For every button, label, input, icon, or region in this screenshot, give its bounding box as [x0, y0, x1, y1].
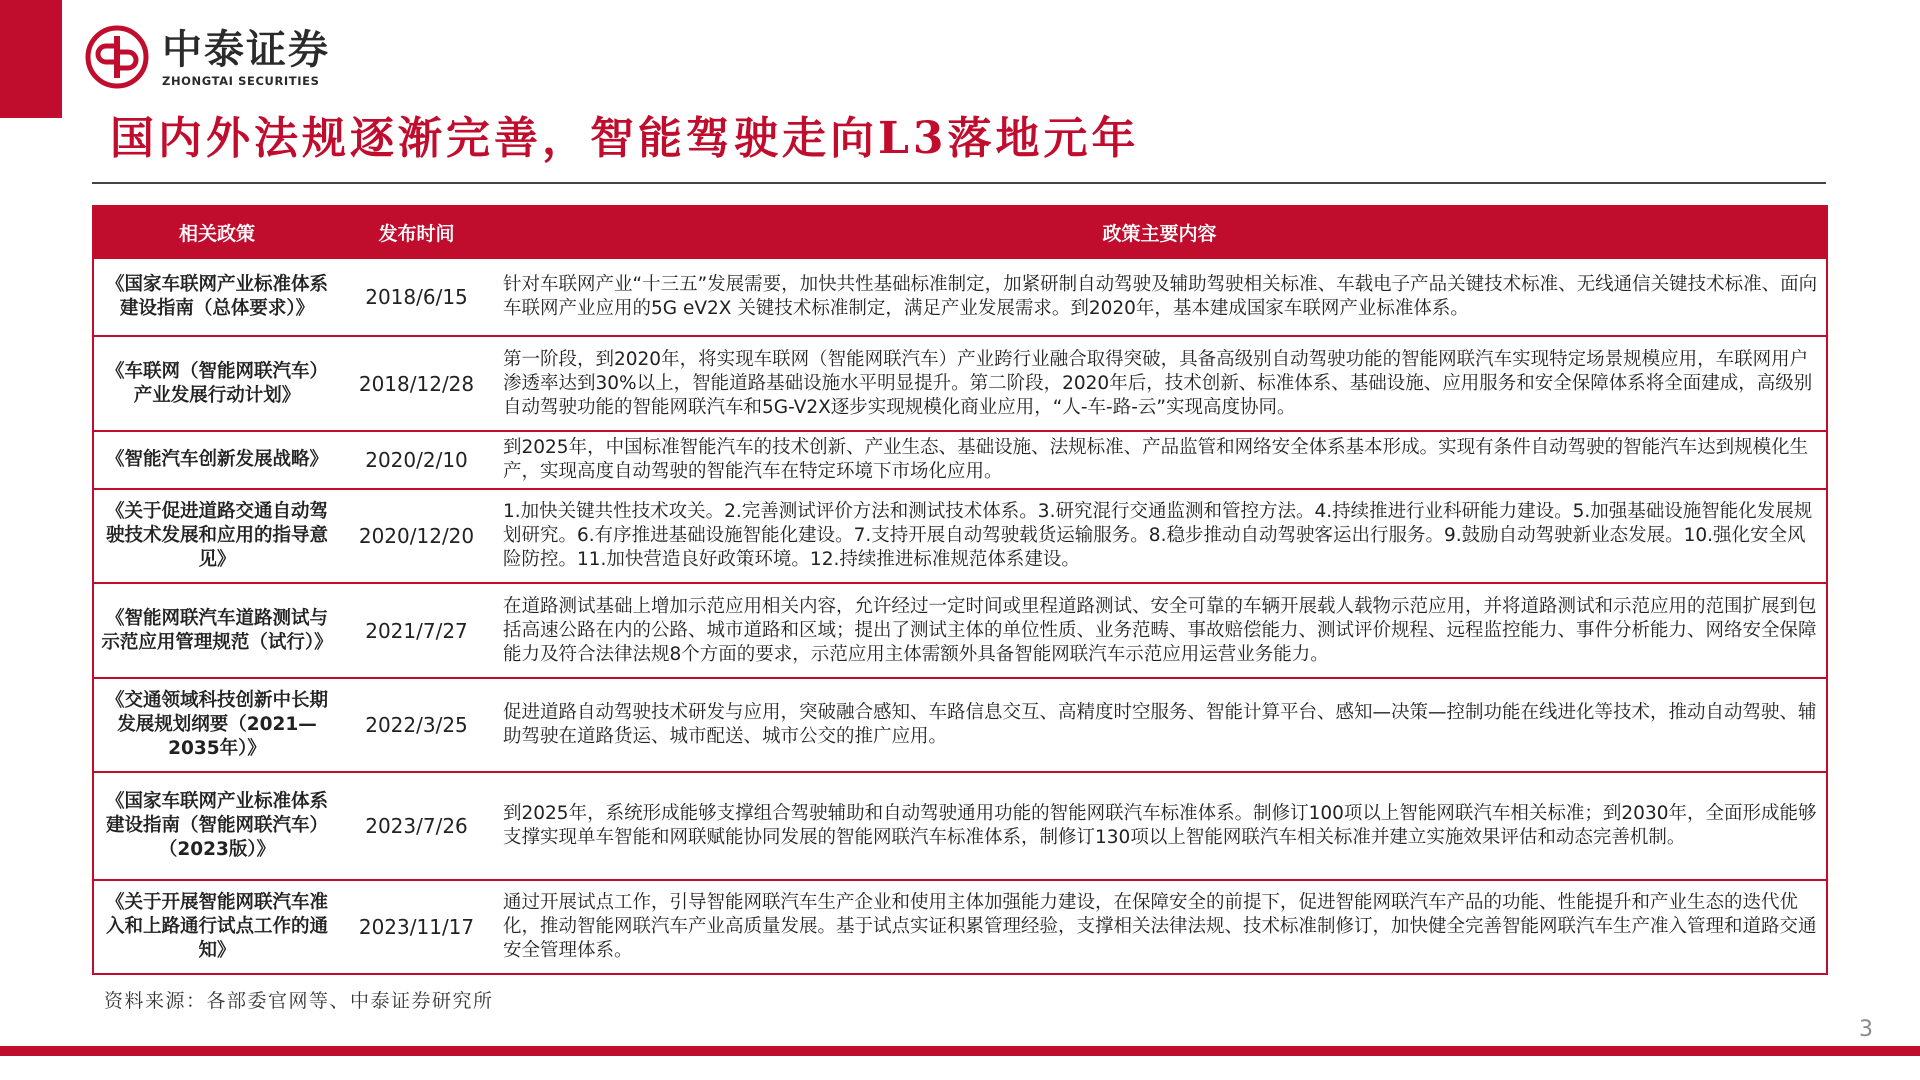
policy-name: 《智能网联汽车道路测试与示范应用管理规范（试行）》 — [93, 583, 340, 678]
release-date: 2020/12/20 — [340, 489, 493, 583]
header-policy: 相关政策 — [93, 206, 340, 258]
release-date: 2018/12/28 — [340, 336, 493, 431]
table-header-row — [93, 206, 1827, 258]
policy-name: 《车联网（智能网联汽车）产业发展行动计划》 — [93, 336, 340, 431]
zhongtai-logo-icon — [84, 24, 150, 90]
policy-content: 促进道路自动驾驶技术研发与应用，突破融合感知、车路信息交互、高精度时空服务、智能计算平台、感知—决策—控制功能在线进化等技术，推动自动驾驶、辅助驾驶在道路货运、城市配送、城市公交的推广应用。 — [493, 678, 1827, 772]
company-logo — [84, 24, 330, 90]
policy-content: 在道路测试基础上增加示范应用相关内容，允许经过一定时间或里程道路测试、安全可靠的车辆开展载人载物示范应用，并将道路测试和示范应用的范围扩展到包括高速公路在内的公路、城市道路和区域；提出了测试主体的单位性质、业务范畴、事故赔偿能力、测试评价规程、远程监控能力、事件分析能力、网络安全保障能力及符合法律法规8个方面的要求，示范应用主体需额外具备智能网联汽车示范应用运营业务能力。 — [493, 583, 1827, 678]
page-title: 国内外法规逐渐完善，智能驾驶走向L3落地元年 — [110, 113, 1140, 164]
table-row — [93, 489, 1827, 583]
policy-name: 《关于开展智能网联汽车准入和上路通行试点工作的通知》 — [93, 880, 340, 974]
policy-content: 1.加快关键共性技术攻关。2.完善测试评价方法和测试技术体系。3.研究混行交通监测和管控方法。4.持续推进行业科研能力建设。5.加强基础设施智能化发展规划研究。6.有序推进基础设施智能化建设。7.支持开展自动驾驶载货运输服务。8.稳步推动自动驾驶客运出行服务。9.鼓励自动驾驶新业态发展。10.强化安全风险防控。11.加快营造良好政策环境。12.持续推进标准规范体系建设。 — [493, 489, 1827, 583]
logo-name-cn: 中泰证券 — [162, 26, 330, 73]
release-date: 2023/11/17 — [340, 880, 493, 974]
policy-name: 《国家车联网产业标准体系建设指南（智能网联汽车）（2023版）》 — [93, 772, 340, 880]
table-row — [93, 678, 1827, 772]
table-row — [93, 772, 1827, 880]
table-row — [93, 258, 1827, 336]
policy-name: 《智能汽车创新发展战略》 — [93, 431, 340, 489]
release-date: 2021/7/27 — [340, 583, 493, 678]
corner-accent-bar — [0, 0, 62, 118]
logo-name-en: ZHONGTAI SECURITIES — [162, 73, 320, 88]
table-row — [93, 336, 1827, 431]
release-date: 2020/2/10 — [340, 431, 493, 489]
release-date: 2018/6/15 — [340, 258, 493, 336]
table-row — [93, 431, 1827, 489]
policy-name: 《交通领域科技创新中长期发展规划纲要（2021—2035年）》 — [93, 678, 340, 772]
policy-content: 针对车联网产业“十三五”发展需要，加快共性基础标准制定，加紧研制自动驾驶及辅助驾驶相关标准、车载电子产品关键技术标准、无线通信关键技术标准、面向车联网产业应用的5G eV2X 关键技术标准制定，满足产业发展需求。到2020年，基本建成国家车联网产业标准体系。 — [493, 258, 1827, 336]
release-date: 2023/7/26 — [340, 772, 493, 880]
header-date: 发布时间 — [340, 206, 493, 258]
policy-content: 到2025年，中国标准智能汽车的技术创新、产业生态、基础设施、法规标准、产品监管和网络安全体系基本形成。实现有条件自动驾驶的智能汽车达到规模化生产，实现高度自动驾驶的智能汽车在特定环境下市场化应用。 — [493, 431, 1827, 489]
policy-name: 《关于促进道路交通自动驾驶技术发展和应用的指导意见》 — [93, 489, 340, 583]
policy-content: 第一阶段，到2020年，将实现车联网（智能网联汽车）产业跨行业融合取得突破，具备高级别自动驾驶功能的智能网联汽车实现特定场景规模应用，车联网用户渗透率达到30%以上，智能道路基础设施水平明显提升。第二阶段，2020年后，技术创新、标准体系、基础设施、应用服务和安全保障体系将全面建成，高级别自动驾驶功能的智能网联汽车和5G-V2X逐步实现规模化商业应用，“人-车-路-云”实现高度协同。 — [493, 336, 1827, 431]
policy-content: 通过开展试点工作，引导智能网联汽车生产企业和使用主体加强能力建设，在保障安全的前提下，促进智能网联汽车产品的功能、性能提升和产业生态的迭代优化，推动智能网联汽车产业高质量发展。基于试点实证积累管理经验，支撑相关法律法规、技术标准制修订，加快健全完善智能网联汽车生产准入管理和道路交通安全管理体系。 — [493, 880, 1827, 974]
header-content: 政策主要内容 — [493, 206, 1827, 258]
page-number: 3 — [1859, 1017, 1873, 1042]
title-divider — [92, 182, 1826, 184]
release-date: 2022/3/25 — [340, 678, 493, 772]
policy-content: 到2025年，系统形成能够支撑组合驾驶辅助和自动驾驶通用功能的智能网联汽车标准体系。制修订100项以上智能网联汽车相关标准；到2030年，全面形成能够支撑实现单车智能和网联赋能协同发展的智能网联汽车标准体系，制修订130项以上智能网联汽车相关标准并建立实施效果评估和动态完善机制。 — [493, 772, 1827, 880]
table-row — [93, 583, 1827, 678]
policy-table — [92, 205, 1828, 975]
footer-accent-bar — [0, 1046, 1920, 1056]
source-note: 资料来源：各部委官网等、中泰证券研究所 — [104, 990, 494, 1012]
policy-name: 《国家车联网产业标准体系建设指南（总体要求）》 — [93, 258, 340, 336]
table-row — [93, 880, 1827, 974]
